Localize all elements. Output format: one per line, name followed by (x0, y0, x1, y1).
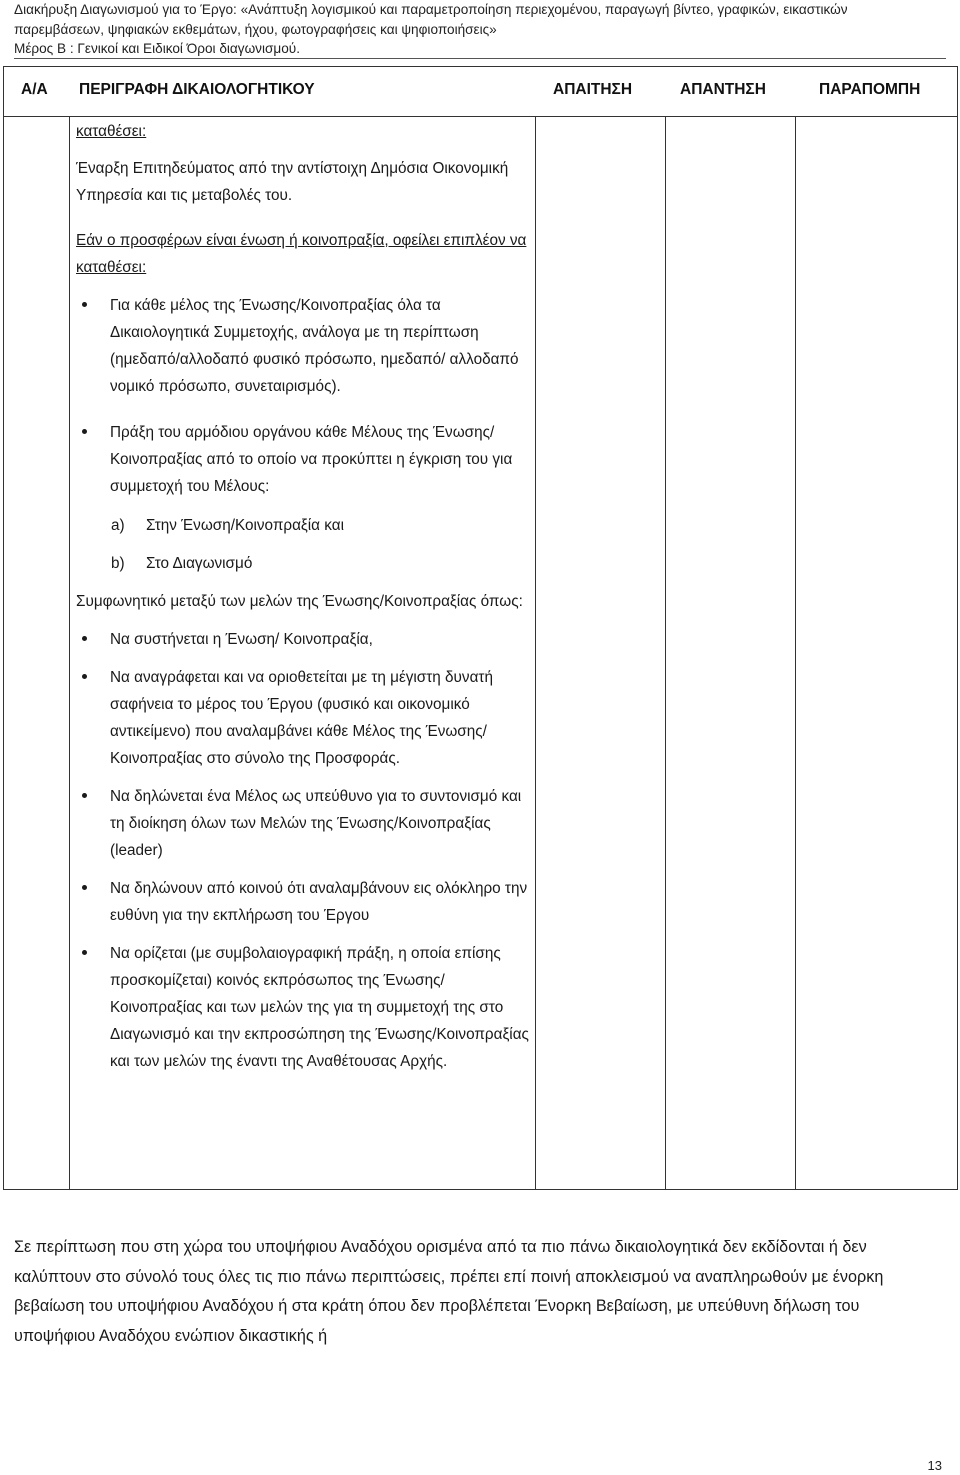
list-item: Να δηλώνουν από κοινού ότι αναλαμβάνουν εις ολόκληρο την ευθύνη για την εκπλήρωση του Έργου (76, 875, 531, 929)
list-item: Πράξη του αρμόδιου οργάνου κάθε Μέλους της Ένωσης/Κοινοπραξίας από το οποίο να προκύπτει η έγκριση του για συμμετοχή του Μέλους: (76, 419, 531, 500)
sub-item-text: Στην Ένωση/Κοινοπραξία και (146, 517, 344, 534)
column-header-answer: ΑΠΑΝΤΗΣΗ (680, 81, 766, 98)
sub-item (76, 512, 531, 539)
list-item: Για κάθε μέλος της Ένωσης/Κοινοπραξίας όλα τα Δικαιολογητικά Συμμετοχής, ανάλογα με τη περίπτωση (ημεδαπό/αλλοδαπό φυσικό πρόσωπο, ημεδαπό/ αλλοδαπό νομικό πρόσωπο, συνεταιρισμός). (76, 292, 531, 400)
desc-paragraph-agreement: Συμφωνητικό μεταξύ των μελών της Ένωσης/Κοινοπραξίας όπως: (76, 593, 523, 610)
column-divider (69, 117, 70, 1189)
column-divider (665, 117, 666, 1189)
requirements-table (3, 66, 958, 1190)
description-cell (76, 117, 531, 1075)
sub-item-label: b) (111, 555, 125, 572)
column-header-description: ΠΕΡΙΓΡΑΦΗ ΔΙΚΑΙΟΛΟΓΗΤΙΚΟΥ (79, 81, 315, 98)
page-number: 13 (927, 1458, 942, 1473)
header-line-1: Διακήρυξη Διαγωνισμού για το Έργο: «Ανάπτυξη λογισμικού και παραμετροποίηση περιεχομένου, παραγωγή βίντεο, γραφικών, εικαστικών (14, 2, 848, 17)
header-rule (14, 58, 946, 59)
column-divider (535, 117, 536, 1189)
sub-item (76, 550, 531, 577)
header-line-3: Μέρος Β : Γενικοί και Ειδικοί Όροι διαγωνισμού. (14, 41, 300, 56)
list-item: Να δηλώνεται ένα Μέλος ως υπεύθυνο για το συντονισμό και τη διοίκηση όλων των Μελών της Ένωσης/Κοινοπραξίας (leader) (76, 783, 531, 864)
header-line-2: παρεμβάσεων, ψηφιακών εκθεμάτων, ήχου, φωτογραφήσεις και ψηφιοποιήσεις» (14, 21, 497, 37)
list-item: Να αναγράφεται και να οριοθετείται με τη μέγιστη δυνατή σαφήνεια το μέρος του Έργου (φυσικό και οικονομικό αντικείμενο) που αναλαμβάνει κάθε Μέλος της Ένωσης/Κοινοπραξίας στο σύνολο της Προσφοράς. (76, 664, 531, 772)
column-divider (795, 117, 796, 1189)
sub-item-text: Στο Διαγωνισμό (146, 555, 253, 572)
sub-item-label: a) (111, 517, 125, 534)
desc-intro: καταθέσει: (76, 123, 147, 140)
column-header-requirement: ΑΠΑΙΤΗΣΗ (553, 81, 633, 98)
table-header-row (4, 67, 957, 117)
desc-paragraph-consortium: Εάν ο προσφέρων είναι ένωση ή κοινοπραξία, οφείλει επιπλέον να καταθέσει: (76, 232, 527, 276)
column-header-reference: ΠΑΡΑΠΟΜΠΗ (819, 81, 921, 98)
body-paragraph: Σε περίπτωση που στη χώρα του υποψήφιου Αναδόχου ορισμένα από τα πιο πάνω δικαιολογητικά δεν εκδίδονται ή δεν καλύπτουν στο σύνολό τους όλες τις πιο πάνω περιπτώσεις, πρέπει επί ποινή αποκλεισμού να αναπληρωθούν με ένορκη βεβαίωση του υποψήφιου Αναδόχου ή στα κράτη όπου δεν προβλέπεται Ένορκη Βεβαίωση, με υπεύθυνη δήλωση του υποψήφιου Αναδόχου ενώπιον δικαστικής ή (14, 1238, 884, 1346)
desc-paragraph: Έναρξη Επιτηδεύματος από την αντίστοιχη Δημόσια Οικονομική Υπηρεσία και τις μεταβολές του. (76, 160, 509, 204)
column-header-aa: Α/Α (21, 81, 48, 98)
list-item: Να συστήνεται η Ένωση/ Κοινοπραξία, (76, 626, 531, 653)
document-header (14, 0, 946, 59)
list-item: Να ορίζεται (με συμβολαιογραφική πράξη, η οποία επίσης προσκομίζεται) κοινός εκπρόσωπος της Ένωσης/Κοινοπραξίας και των μελών της για τη συμμετοχή της στο Διαγωνισμό και την εκπροσώπηση της Ένωσης/Κοινοπραξίας και των μελών της έναντι της Αναθέτουσας Αρχής. (76, 940, 531, 1075)
